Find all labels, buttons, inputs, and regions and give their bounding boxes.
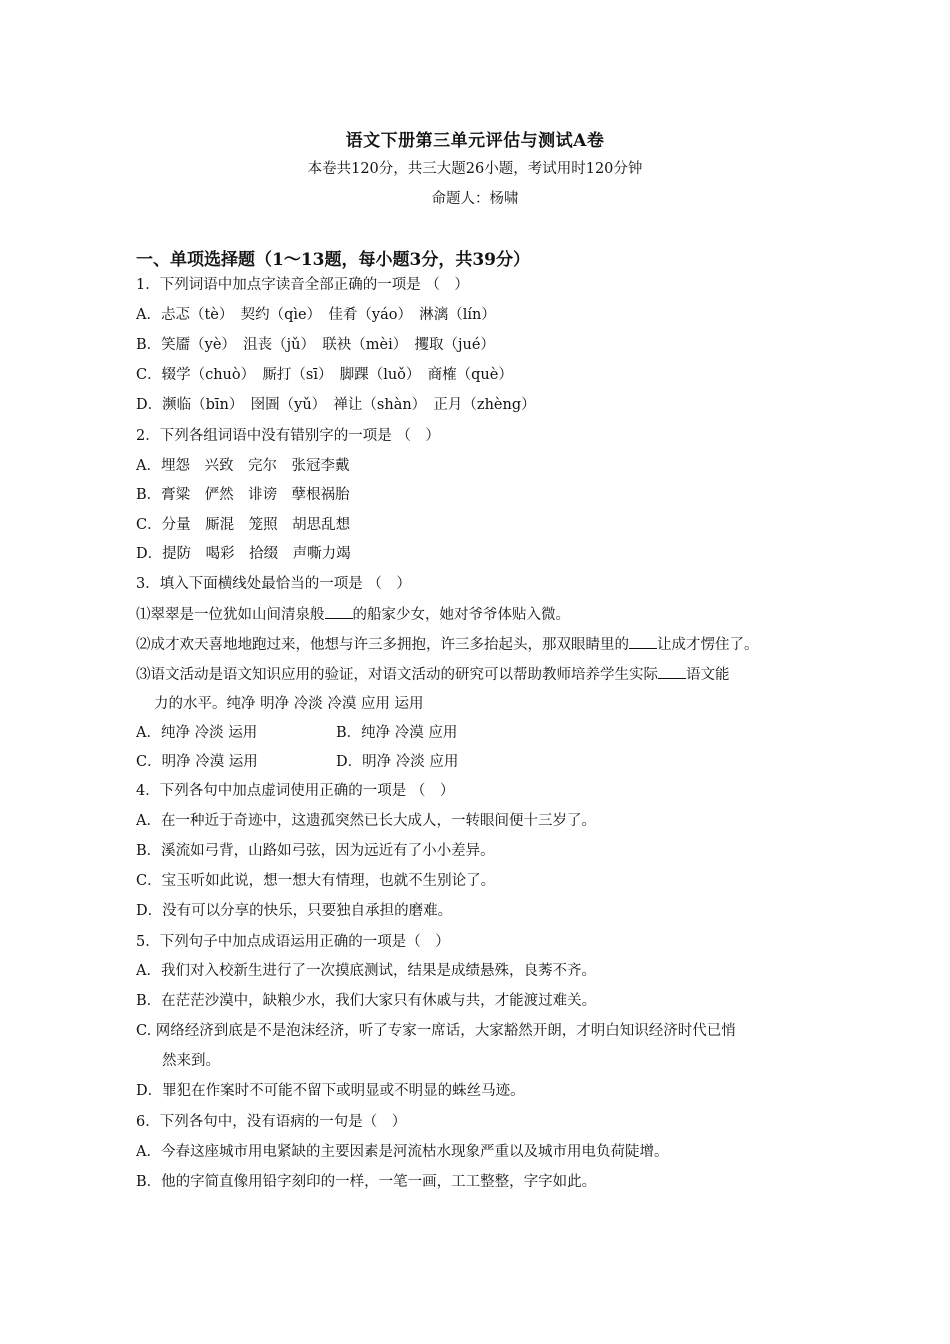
question-1-option-a: A．忐忑（tè） 契约（qìe） 佳肴（yáo） 淋漓（lín） (136, 307, 496, 323)
question-4-stem: 4．下列各句中加点虚词使用正确的一项是 （ ） (136, 783, 455, 799)
question-6-stem: 6．下列各句中，没有语病的一句是（ ） (136, 1114, 407, 1130)
question-3-option-a: A．纯净 冷淡 运用 (136, 725, 258, 741)
question-4-option-d: D．没有可以分享的快乐，只要独自承担的磨难。 (136, 903, 453, 919)
question-1-option-b: B．笑靥（yè） 沮丧（jǔ） 联袂（mèi） 攫取（jué） (136, 337, 495, 353)
sentence-text: ⑴翠翠是一位犹如山间清泉般 (136, 607, 325, 623)
question-3-option-c: C．明净 冷漠 运用 (136, 754, 258, 770)
question-4-option-b: B．溪流如弓背，山路如弓弦，因为远近有了小小差异。 (136, 843, 495, 859)
question-5-option-d: D．罪犯在作案时不可能不留下或明显或不明显的蛛丝马迹。 (136, 1083, 525, 1099)
section-heading: 一、单项选择题（1～13题，每小题3分，共39分） (136, 250, 530, 270)
exam-author: 命题人：杨啸 (431, 191, 519, 207)
sentence-text: 的船家少女，她对爷爷体贴入微。 (352, 607, 570, 623)
question-1-option-d: D．濒临（bīn） 囹圄（yǔ） 禅让（shàn） 正月（zhèng） (136, 397, 536, 413)
question-5-stem: 5．下列句子中加点成语运用正确的一项是（ ） (136, 934, 450, 950)
sentence-text: 让成才愣住了。 (657, 637, 759, 653)
question-3-sentence-3 (136, 664, 730, 685)
question-2-option-b: B．膏粱 俨然 诽谤 孽根祸胎 (136, 487, 350, 503)
question-3-option-b: B．纯净 冷漠 应用 (336, 725, 458, 741)
fill-blank (629, 634, 657, 649)
question-3-sentence-2 (136, 634, 759, 655)
question-3-option-d: D．明净 冷淡 应用 (336, 754, 459, 770)
question-5-option-c: C. 网络经济到底是不是泡沫经济，听了专家一席话，大家豁然开朗，才明白知识经济时代已悄 (136, 1023, 736, 1039)
question-6-option-a: A．今春这座城市用电紧缺的主要因素是河流枯水现象严重以及城市用电负荷陡增。 (136, 1144, 669, 1160)
question-2-option-a: A．埋怨 兴致 完尔 张冠李戴 (136, 458, 350, 474)
question-2-option-d: D．提防 喝彩 拾缀 声嘶力竭 (136, 546, 351, 562)
question-4-option-c: C．宝玉听如此说，想一想大有情理，也就不生别论了。 (136, 873, 496, 889)
question-6-option-b: B．他的字简直像用铅字刻印的一样，一笔一画，工工整整，字字如此。 (136, 1174, 597, 1190)
question-3-sentence-1 (136, 604, 570, 625)
question-3-word-bank: 力的水平。纯净 明净 冷淡 冷漠 应用 运用 (154, 696, 424, 712)
question-5-option-b: B．在茫茫沙漠中，缺粮少水，我们大家只有休戚与共，才能渡过难关。 (136, 993, 597, 1009)
fill-blank (325, 604, 353, 619)
sentence-text: 语文能 (686, 667, 730, 683)
sentence-text: ⑶语文活动是语文知识应用的验证，对语文活动的研究可以帮助教师培养学生实际 (136, 667, 658, 683)
question-2-stem: 2．下列各组词语中没有错别字的一项是 （ ） (136, 428, 440, 444)
question-1-option-c: C．辍学（chuò） 厮打（sī） 脚踝（luǒ） 商榷（què） (136, 367, 513, 383)
question-2-option-c: C．分量 厮混 笼照 胡思乱想 (136, 517, 351, 533)
exam-info: 本卷共120分，共三大题26小题，考试用时120分钟 (307, 161, 643, 177)
question-4-option-a: A．在一种近于奇迹中，这遗孤突然已长大成人，一转眼间便十三岁了。 (136, 813, 596, 829)
fill-blank (658, 664, 686, 679)
question-1-stem: 1．下列词语中加点字读音全部正确的一项是 （ ） (136, 277, 469, 293)
sentence-text: ⑵成才欢天喜地地跑过来，他想与许三多拥抱，许三多抬起头，那双眼睛里的 (136, 637, 629, 653)
question-5-option-c-cont: 然来到。 (162, 1053, 220, 1069)
question-3-stem: 3．填入下面横线处最恰当的一项是 （ ） (136, 576, 411, 592)
question-5-option-a: A．我们对入校新生进行了一次摸底测试，结果是成绩悬殊，良莠不齐。 (136, 963, 596, 979)
page-title: 语文下册第三单元评估与测试A卷 (345, 131, 605, 151)
